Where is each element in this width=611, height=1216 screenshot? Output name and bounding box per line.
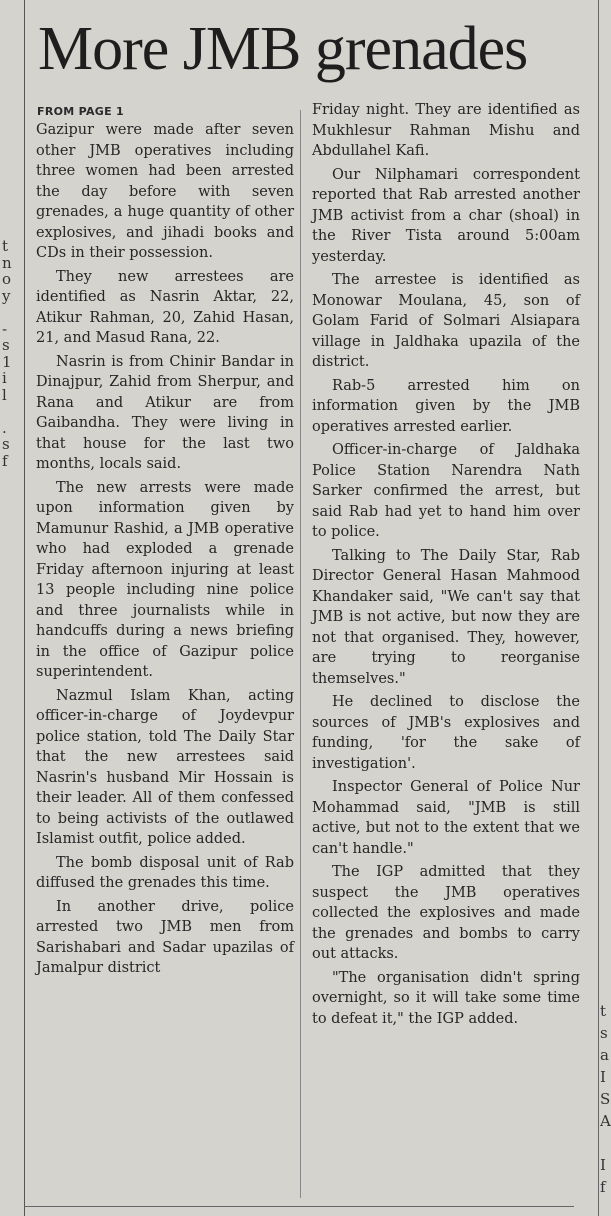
adjacent-column-fragment-right: t s a I S A I f <box>600 1002 611 1196</box>
paragraph: Nazmul Islam Khan, acting officer-in-charge of Joydevpur police station, told The Daily Star that the new arrestees said Nasrin's husband Mir Hossain is their leader. All of them confessed to being activists of the outlawed Islamist outfit, police added. <box>36 687 294 847</box>
paragraph: Inspector General of Police Nur Mohammad said, "JMB is still active, but not to the extent that we can't handle." <box>312 779 580 857</box>
paragraph: The IGP admitted that they suspect the JMB operatives collected the explosives and made the grenades and bombs to carry out attacks. <box>312 864 580 962</box>
bottom-rule <box>24 1206 574 1207</box>
paragraph: Officer-in-charge of Jaldhaka Police Station Narendra Nath Sarker confirmed the arrest, but said Rab had yet to hand him over to police. <box>312 442 580 540</box>
paragraph: The new arrests were made upon information given by Mamunur Rashid, a JMB operative who had exploded a grenade Friday afternoon injuring at least 13 people including nine police and three journalists while in handcuffs during a news briefing in the office of Gazipur police superintendent. <box>36 479 294 680</box>
paragraph: Talking to The Daily Star, Rab Director General Hasan Mahmood Khandaker said, "We can't say that JMB is not active, but now they are not that organised. They, however, are trying to reorganise themselves." <box>312 547 580 687</box>
paragraph: He declined to disclose the sources of JMB's explosives and funding, 'for the sake of investigation'. <box>312 694 580 772</box>
adjacent-column-fragment: t n o y - s 1 i l . s f <box>2 237 12 470</box>
paragraph: The arrestee is identified as Monowar Moulana, 45, son of Golam Farid of Solmari Alsiapara village in Jaldhaka upazila of the district. <box>312 272 580 370</box>
paragraph: Rab-5 arrested him on information given by the JMB operatives arrested earlier. <box>312 377 580 435</box>
right-column-rule <box>598 0 599 1216</box>
paragraph: Friday night. They are identified as Mukhlesur Rahman Mishu and Abdullahel Kafi. <box>312 102 580 159</box>
paragraph: The bomb disposal unit of Rab diffused the grenades this time. <box>36 854 294 891</box>
left-column-rule <box>24 0 25 1216</box>
article-column-2 <box>312 100 580 1032</box>
paragraph: In another drive, police arrested two JMB men from Sarishabari and Sadar upazilas of Jamalpur district <box>36 898 294 976</box>
paragraph: Nasrin is from Chinir Bandar in Dinajpur, Zahid from Sherpur, and Rana and Atikur are from Gaibandha. They were living in that house for the last two months, locals said. <box>36 353 294 472</box>
jump-kicker: FROM PAGE 1 <box>37 105 125 118</box>
headline: More JMB grenades <box>38 15 528 83</box>
paragraph: They new arrestees are identified as Nasrin Aktar, 22, Atikur Rahman, 20, Zahid Hasan, 21, and Masud Rana, 22. <box>36 268 294 346</box>
paragraph: "The organisation didn't spring overnight, so it will take some time to defeat it," the IGP added. <box>312 969 580 1027</box>
paragraph: Our Nilphamari correspondent reported that Rab arrested another JMB activist from a char (shoal) in the River Tista around 5:00am yesterday. <box>312 166 580 265</box>
center-column-rule <box>300 110 301 1198</box>
paragraph: Gazipur were made after seven other JMB operatives including three women had been arrested the day before with seven grenades, a huge quantity of other explosives, and jihadi books and CDs in their possession. <box>36 122 294 261</box>
article-column-1 <box>36 120 294 982</box>
